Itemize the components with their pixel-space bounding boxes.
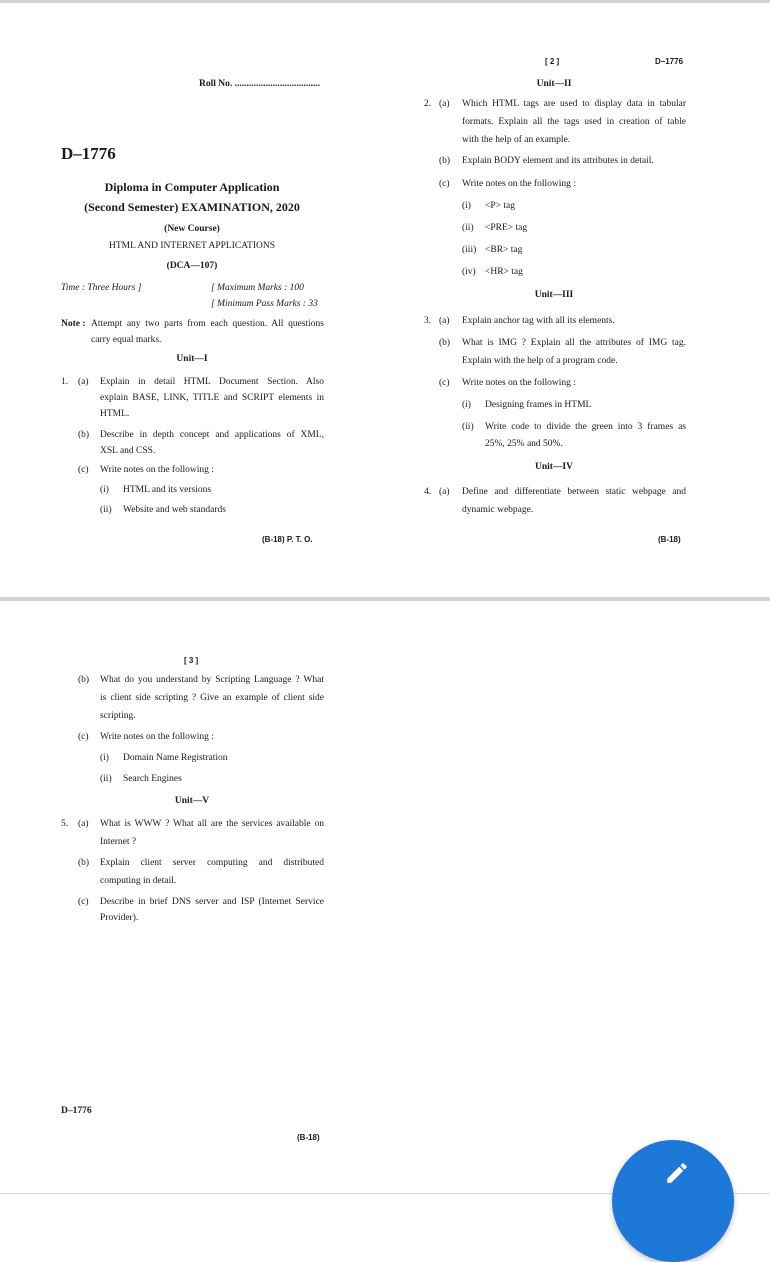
q3-number: 3. bbox=[424, 316, 432, 326]
q4-number: 4. bbox=[424, 487, 432, 497]
q2c-ii-text: <PRE> tag bbox=[485, 223, 528, 233]
subject-code: (DCA—107) bbox=[166, 261, 218, 271]
note-line2: carry equal marks. bbox=[91, 335, 162, 345]
q2c-iv-text: <HR> tag bbox=[485, 267, 523, 277]
q2a-line3: with the help of an example. bbox=[462, 135, 571, 145]
q4c-i-text: Domain Name Registration bbox=[123, 753, 228, 763]
q4c-i-label: (i) bbox=[100, 753, 109, 763]
unit3-heading: Unit—III bbox=[534, 290, 574, 300]
q3a-label: (a) bbox=[439, 316, 450, 326]
q5b-label: (b) bbox=[78, 858, 90, 868]
page3-code: D–1776 bbox=[61, 1106, 92, 1116]
q4b-label: (b) bbox=[78, 675, 90, 685]
q5b-line2: computing in detail. bbox=[100, 876, 177, 886]
page3-footer: (B-18) bbox=[297, 1133, 320, 1142]
q2c-ii-label: (ii) bbox=[462, 223, 474, 233]
page2-number: [ 2 ] bbox=[545, 57, 560, 66]
unit4-heading: Unit—IV bbox=[534, 462, 573, 472]
q4c-ii-text: Search Engines bbox=[123, 774, 182, 784]
q3c-i-label: (i) bbox=[462, 400, 471, 410]
q2c-label: (c) bbox=[439, 179, 450, 189]
q4b-line3: scripting. bbox=[100, 711, 136, 721]
q4b-line2: is client side scripting ? Give an example of client side bbox=[100, 693, 324, 703]
q3b-line2: Explain with the help of a program code. bbox=[462, 356, 618, 366]
roll-no-field: Roll No. .................................... bbox=[199, 79, 321, 89]
page3-number: [ 3 ] bbox=[184, 656, 199, 665]
q1b-label: (b) bbox=[78, 430, 90, 440]
q4a-line2: dynamic webpage. bbox=[462, 505, 534, 515]
edit-fab-button[interactable] bbox=[612, 1140, 734, 1262]
q4c-text: Write notes on the following : bbox=[100, 732, 214, 742]
q1a-line1: Explain in detail HTML Document Section. Also bbox=[100, 377, 324, 387]
q1b-line2: XSL and CSS. bbox=[100, 446, 156, 456]
note-label: Note : bbox=[61, 319, 86, 329]
q5a-line2: Internet ? bbox=[100, 837, 137, 847]
paper-code-heading: D–1776 bbox=[61, 144, 116, 163]
q2c-i-label: (i) bbox=[462, 201, 471, 211]
time-label: Time : Three Hours ] bbox=[61, 283, 142, 293]
q5c-label: (c) bbox=[78, 897, 89, 907]
exam-title-line2: (Second Semester) EXAMINATION, 2020 bbox=[84, 200, 300, 214]
q1a-line3: HTML. bbox=[100, 409, 130, 419]
q2c-iii-text: <BR> tag bbox=[485, 245, 523, 255]
q3a-text: Explain anchor tag with all its elements. bbox=[462, 316, 615, 326]
q1c-label: (c) bbox=[78, 465, 89, 475]
q3c-ii-line1: Write code to divide the green into 3 frames as bbox=[485, 422, 686, 432]
note-line1: Attempt any two parts from each question. All questions bbox=[91, 319, 324, 329]
q5b-line1: Explain client server computing and distributed bbox=[100, 858, 324, 868]
q5-number: 5. bbox=[61, 819, 69, 829]
q3c-text: Write notes on the following : bbox=[462, 378, 576, 388]
page1-right-footer: (B-18) bbox=[658, 535, 681, 544]
page-divider bbox=[0, 597, 770, 601]
unit1-heading: Unit—I bbox=[176, 354, 208, 364]
q5a-label: (a) bbox=[78, 819, 89, 829]
q5c-line2: Provider). bbox=[100, 913, 139, 923]
page1-left-footer: (B-18) P. T. O. bbox=[262, 535, 313, 544]
q4c-label: (c) bbox=[78, 732, 89, 742]
q3c-ii-line2: 25%, 25% and 50%. bbox=[485, 439, 563, 449]
q3c-i-text: Designing frames in HTML bbox=[485, 400, 592, 410]
q3b-line1: What is IMG ? Explain all the attributes of IMG tag. bbox=[462, 338, 686, 348]
q2a-line1: Which HTML tags are used to display data in tabular bbox=[462, 99, 686, 109]
course-label: (New Course) bbox=[164, 224, 220, 234]
q5a-line1: What is WWW ? What all are the services available on bbox=[100, 819, 324, 829]
pencil-icon bbox=[664, 1160, 690, 1186]
q1c-ii-label: (ii) bbox=[100, 505, 112, 515]
unit5-heading: Unit—V bbox=[174, 796, 210, 806]
q2c-iv-label: (iv) bbox=[462, 267, 476, 277]
subject-title: HTML AND INTERNET APPLICATIONS bbox=[109, 241, 275, 251]
q2c-text: Write notes on the following : bbox=[462, 179, 576, 189]
q2b-text: Explain BODY element and its attributes in detail. bbox=[462, 156, 654, 166]
q2c-iii-label: (iii) bbox=[462, 245, 477, 255]
top-border bbox=[0, 0, 770, 3]
q1a-line2: explain BASE, LINK, TITLE and SCRIPT elements in bbox=[100, 393, 324, 403]
q5c-line1: Describe in brief DNS server and ISP (Internet Service bbox=[100, 897, 324, 907]
q1c-i-text: HTML and its versions bbox=[123, 485, 212, 495]
unit2-heading: Unit—II bbox=[536, 79, 572, 89]
q1b-line1: Describe in depth concept and applications of XML, bbox=[100, 430, 324, 440]
q1c-i-label: (i) bbox=[100, 485, 109, 495]
q3b-label: (b) bbox=[439, 338, 451, 348]
q2a-label: (a) bbox=[439, 99, 450, 109]
min-marks-label: [ Minimum Pass Marks : 33 bbox=[211, 299, 318, 309]
q4a-label: (a) bbox=[439, 487, 450, 497]
q1c-line1: Write notes on the following : bbox=[100, 465, 214, 475]
q2b-label: (b) bbox=[439, 156, 451, 166]
q1-number: 1. bbox=[61, 377, 69, 387]
q1c-ii-text: Website and web standards bbox=[123, 505, 226, 515]
page2-code: D–1776 bbox=[655, 57, 684, 66]
max-marks-label: [ Maximum Marks : 100 bbox=[211, 283, 304, 293]
exam-title-line1: Diploma in Computer Application bbox=[104, 180, 280, 194]
q4c-ii-label: (ii) bbox=[100, 774, 112, 784]
q2a-line2: formats. Explain all the tags used in creation of table bbox=[462, 117, 686, 127]
q3c-ii-label: (ii) bbox=[462, 422, 474, 432]
q1a-label: (a) bbox=[78, 377, 89, 387]
q4b-line1: What do you understand by Scripting Language ? What bbox=[100, 675, 324, 685]
q3c-label: (c) bbox=[439, 378, 450, 388]
q4a-line1: Define and differentiate between static webpage and bbox=[462, 487, 686, 497]
q2-number: 2. bbox=[424, 99, 432, 109]
q2c-i-text: <P> tag bbox=[485, 201, 515, 211]
